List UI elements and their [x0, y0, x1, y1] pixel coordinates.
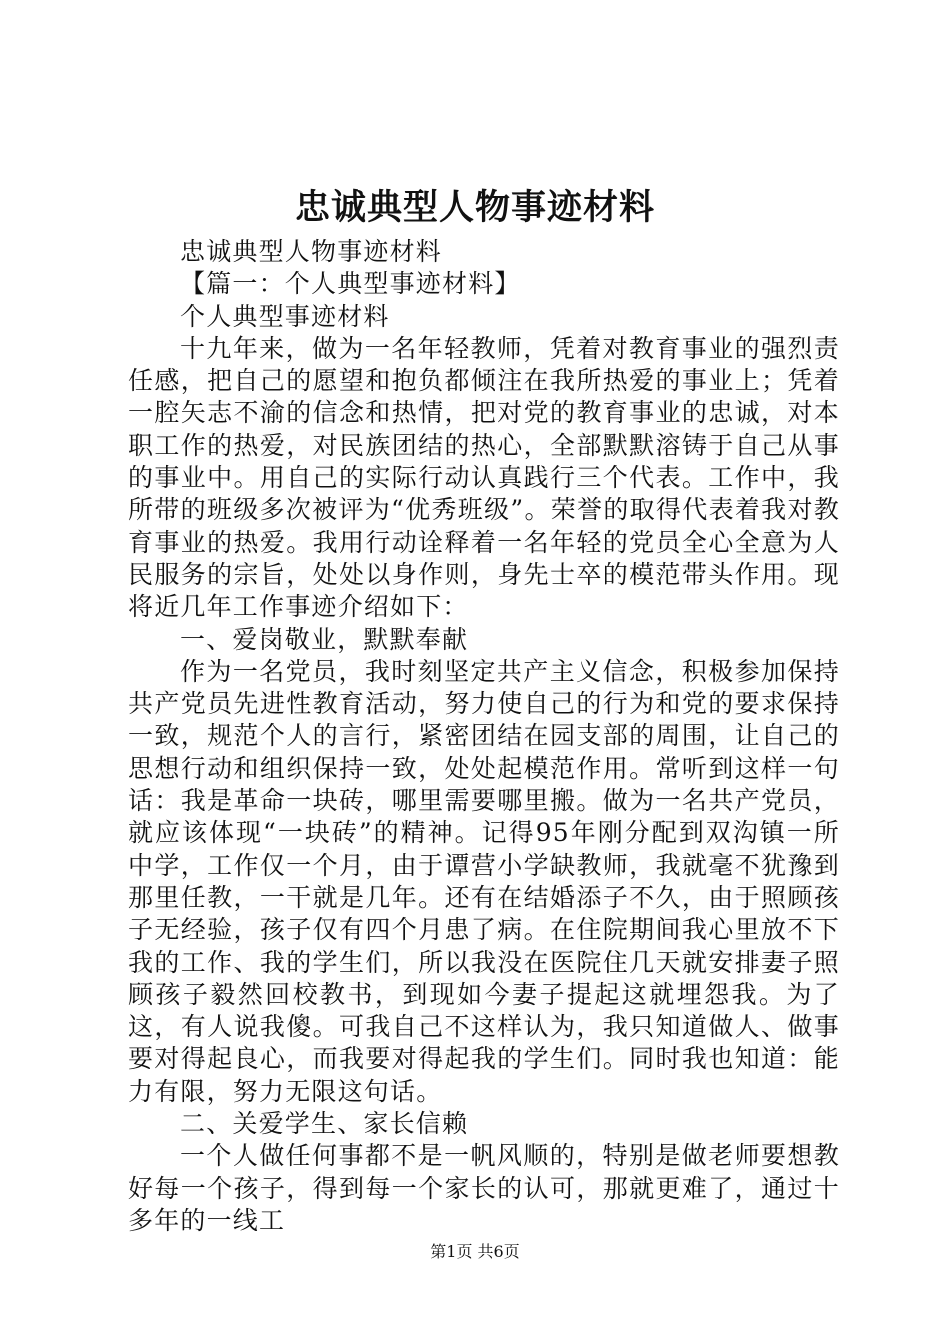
paragraph-heading: 个人典型事迹材料	[180, 301, 390, 331]
paragraph-section-heading: 【篇一：个人典型事迹材料】	[180, 269, 521, 299]
paragraph-subtitle: 忠诚典型人物事迹材料	[180, 237, 443, 266]
paragraph-heading-one: 一、爱岗敬业，默默奉献	[180, 624, 469, 654]
paragraph-heading-two: 二、关爱学生、家长信赖	[180, 1109, 469, 1139]
page-footer: 第1页 共6页	[430, 1242, 520, 1261]
document-body	[128, 236, 840, 1237]
document-title: 忠诚典型人物事迹材料	[294, 187, 655, 228]
paragraph-body-one: 作为一名党员，我时刻坚定共产主义信念，积极参加保持共产党员先进性教育活动，努力使自己的行为和党的要求保持一致，规范个人的言行，紧密团结在园支部的周围，让自己的思想行动和组织保持一致，处处起模范作用。常听到这样一句话：我是革命一块砖，哪里需要哪里搬。做为一名共产党员，就应该体现“一块砖”的精神。记得95年刚分配到双沟镇一所中学，工作仅一个月，由于谭营小学缺教师，我就毫不犹豫到那里任教，一干就是几年。还有在结婚添子不久，由于照顾孩子无经验，孩子仅有四个月患了病。在住院期间我心里放不下我的工作、我的学生们，所以我没在医院住几天就安排妻子照顾孩子毅然回校教书，到现如今妻子提起这就埋怨我。为了这，有人说我傻。可我自己不这样认为，我只知道做人、做事要对得起良心，而我要对得起我的学生们。同时我也知道：能力有限，努力无限这句话。	[128, 656, 840, 1106]
paragraph-intro: 十九年来，做为一名年轻教师，凭着对教育事业的强烈责任感，把自己的愿望和抱负都倾注在我所热爱的事业上；凭着一腔矢志不渝的信念和热情，把对党的教育事业的忠诚，对本职工作的热爱，对民族团结的热心，全部默默溶铸于自己从事的事业中。用自己的实际行动认真践行三个代表。工作中，我所带的班级多次被评为“优秀班级”。荣誉的取得代表着我对教育事业的热爱。我用行动诠释着一名年轻的党员全心全意为人民服务的宗旨，处处以身作则，身先士卒的模范带头作用。现将近几年工作事迹介绍如下：	[128, 333, 840, 622]
paragraph-body-two: 一个人做任何事都不是一帆风顺的，特别是做老师要想教好每一个孩子，得到每一个家长的认可，那就更难了，通过十多年的一线工	[128, 1141, 840, 1235]
